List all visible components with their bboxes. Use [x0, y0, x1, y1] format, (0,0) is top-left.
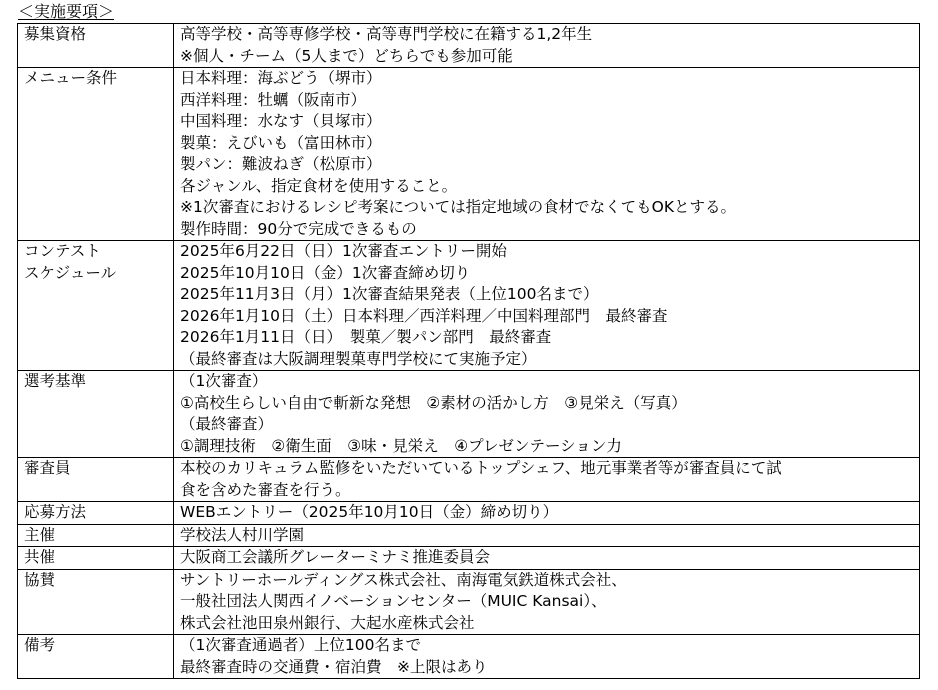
row-content-line: 2025年11月3日（月）1次審査結果発表（上位100名まで）: [180, 285, 599, 303]
row-label-line: 備考: [24, 636, 56, 654]
table-row-judges: [18, 458, 920, 502]
row-content-line: （最終審査）: [180, 415, 274, 433]
row-label-line: スケジュール: [24, 263, 117, 282]
row-content-line: 製作時間：90分で完成できるもの: [180, 219, 417, 238]
table-row-remarks: [18, 635, 920, 679]
row-label-line: コンテスト: [24, 242, 101, 260]
row-content-line: 食を含めた審査を行う。: [180, 480, 351, 499]
row-content-line: ※個人・チーム（5人まで）どちらでも参加可能: [180, 46, 513, 65]
row-content-line: 一般社団法人関西イノベーションセンター（MUIC Kansai）、: [180, 592, 607, 610]
row-content-line: ①調理技術 ②衛生面 ③味・見栄え ④プレゼンテーション力: [180, 436, 622, 455]
row-label: [18, 241, 174, 371]
row-label-line: 募集資格: [24, 25, 87, 43]
row-content-line: 高等学校・高等専修学校・高等専門学校に在籍する1,2年生: [180, 25, 593, 43]
row-content: [174, 547, 920, 570]
row-label-line: 選考基準: [24, 372, 87, 390]
row-content-line: 製菓：えびいも（富田林市）: [180, 133, 382, 152]
guidelines-table: [17, 23, 920, 679]
row-content-line: 大阪商工会議所グレーターミナミ推進委員会: [180, 548, 491, 566]
row-content-line: 2025年10月10日（金）1次審査締め切り: [180, 263, 471, 282]
row-content: [174, 371, 920, 458]
row-content-line: 株式会社池田泉州銀行、大起水産株式会社: [180, 613, 475, 632]
row-content-line: 本校のカリキュラム監修をいただいているトップシェフ、地元事業者等が審査員にて試: [180, 459, 782, 477]
row-content-line: （1次審査）: [180, 372, 268, 390]
row-content-line: （1次審査通過者）上位100名まで: [180, 636, 421, 654]
table-row-menu-conditions: [18, 68, 920, 241]
row-content-line: ①高校生らしい自由で斬新な発想 ②素材の活かし方 ③見栄え（写真）: [180, 393, 687, 412]
row-label-line: 主催: [24, 525, 56, 544]
row-content-line: 中国料理：水なす（貝塚市）: [180, 112, 382, 130]
row-content-line: 最終審査時の交通費・宿泊費 ※上限はあり: [180, 657, 488, 676]
row-content: [174, 524, 920, 547]
row-content-line: サントリーホールディングス株式会社、南海電気鉄道株式会社、: [180, 570, 627, 589]
row-content-line: 各ジャンル、指定食材を使用すること。: [180, 176, 458, 195]
row-label: [18, 68, 174, 241]
table-row-co-organizer: [18, 547, 920, 570]
table-row-organizer: [18, 524, 920, 547]
row-label: [18, 524, 174, 547]
row-label-line: 応募方法: [24, 503, 87, 521]
row-content: [174, 458, 920, 502]
row-content: [174, 502, 920, 525]
row-label: [18, 371, 174, 458]
row-label: [18, 458, 174, 502]
table-row-eligibility: [18, 24, 920, 68]
row-content-line: 2026年1月11日（日） 製菓／製パン部門 最終審査: [180, 328, 552, 346]
table-row-selection-criteria: [18, 371, 920, 458]
row-label: [18, 547, 174, 570]
row-content: [174, 24, 920, 68]
row-content: [174, 68, 920, 241]
row-content: [174, 241, 920, 371]
row-content-line: 日本料理：海ぶどう（堺市）: [180, 69, 382, 87]
row-content-line: 2025年6月22日（日）1次審査エントリー開始: [180, 242, 507, 260]
row-label: [18, 635, 174, 679]
row-content-line: （最終審査は大阪調理製菓専門学校にて実施予定）: [180, 349, 537, 368]
table-row-sponsors: [18, 569, 920, 635]
table-row-application-method: [18, 502, 920, 525]
row-label: [18, 24, 174, 68]
row-label-line: 共催: [24, 548, 56, 566]
row-content-line: 2026年1月10日（土）日本料理／西洋料理／中国料理部門 最終審査: [180, 306, 668, 325]
row-label: [18, 502, 174, 525]
row-content-line: 製パン：難波ねぎ（松原市）: [180, 155, 382, 173]
row-content: [174, 569, 920, 635]
row-label-line: 協賛: [24, 570, 56, 589]
row-content-line: 西洋料理：牡蠣（阪南市）: [180, 90, 367, 109]
row-content: [174, 635, 920, 679]
section-heading: ＜実施要項＞: [18, 2, 115, 21]
row-content-line: 学校法人村川学園: [180, 525, 305, 544]
table-row-contest-schedule: [18, 241, 920, 371]
row-label-line: 審査員: [24, 459, 71, 477]
row-content-line: ※1次審査におけるレシピ考案については指定地域の食材でなくてもOKとする。: [180, 198, 737, 216]
row-content-line: WEBエントリー（2025年10月10日（金）締め切り）: [180, 503, 559, 521]
row-label-line: メニュー条件: [24, 69, 118, 87]
row-label: [18, 569, 174, 635]
